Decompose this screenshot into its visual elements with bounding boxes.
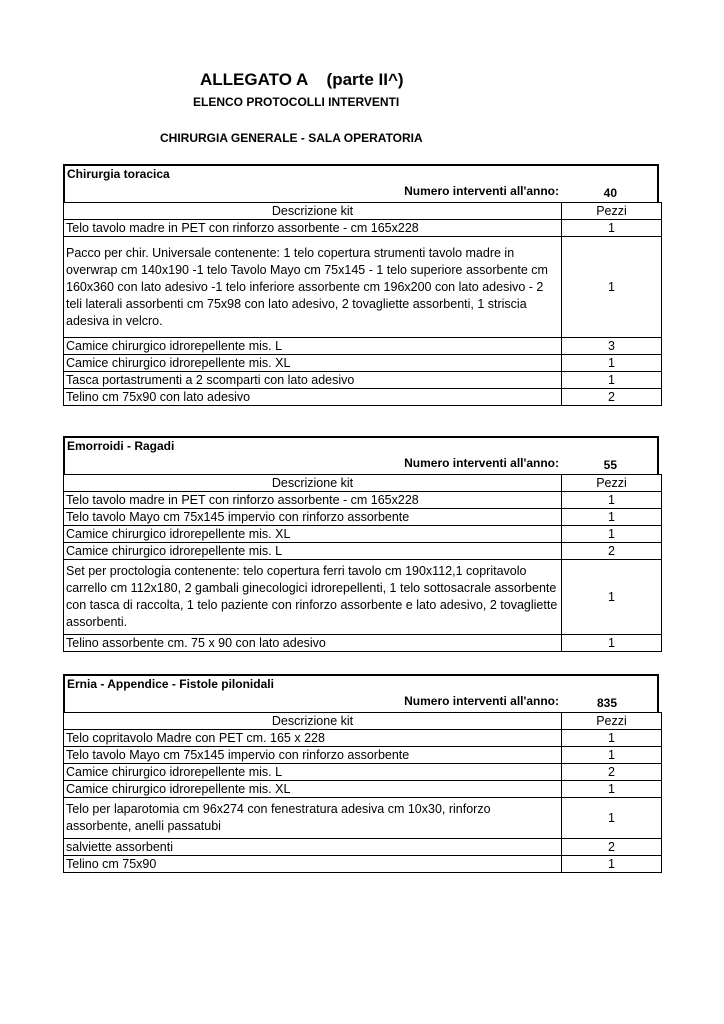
column-header-description: Descrizione kit [64, 203, 562, 220]
table-row [64, 635, 662, 652]
item-description: Telino assorbente cm. 75 x 90 con lato adesivo [64, 635, 562, 652]
item-quantity: 1 [562, 747, 662, 764]
table-row [64, 220, 662, 237]
document-subtitle: ELENCO PROTOCOLLI INTERVENTI [193, 95, 400, 109]
kit-block-ernia-appendice [63, 674, 659, 873]
item-quantity: 1 [562, 781, 662, 798]
table-header-row [64, 713, 662, 730]
item-description: Telo tavolo Mayo cm 75x145 impervio con rinforzo assorbente [64, 509, 562, 526]
item-quantity: 1 [562, 560, 662, 635]
table-header-row [64, 475, 662, 492]
column-header-pieces: Pezzi [562, 713, 662, 730]
item-description: Pacco per chir. Universale contenente: 1 telo copertura strumenti tavolo madre in overwrap cm 140x190 -1 telo Tavolo Mayo cm 75x145 - 1 telo superiore assorbente cm 160x360 con lato adesivo -1 telo inferiore assorbente cm 196x200 con lato adesivo - 2 teli laterali assorbenti cm 75x98 con lato adesivo, 2 tovagliette assorbenti, 1 striscia adesiva in velcro. [64, 237, 562, 338]
table-row [64, 839, 662, 856]
table-header-row [64, 203, 662, 220]
table-row [64, 747, 662, 764]
kit-block-chirurgia-toracica [63, 164, 659, 406]
item-description: Camice chirurgico idrorepellente mis. XL [64, 781, 562, 798]
kit-table [63, 474, 662, 652]
kit-block-emorroidi-ragadi [63, 436, 659, 652]
item-quantity: 1 [562, 798, 662, 839]
count-label: Numero interventi all'anno: [404, 694, 559, 708]
item-quantity: 1 [562, 635, 662, 652]
table-row [64, 355, 662, 372]
item-quantity: 2 [562, 543, 662, 560]
item-description: Camice chirurgico idrorepellente mis. L [64, 338, 562, 355]
item-quantity: 1 [562, 237, 662, 338]
kit-name: Emorroidi - Ragadi [67, 439, 175, 453]
item-quantity: 1 [562, 856, 662, 873]
item-quantity: 1 [562, 730, 662, 747]
column-header-description: Descrizione kit [64, 713, 562, 730]
count-label: Numero interventi all'anno: [404, 184, 559, 198]
item-quantity: 1 [562, 526, 662, 543]
item-description: Camice chirurgico idrorepellente mis. L [64, 543, 562, 560]
table-row [64, 730, 662, 747]
table-row [64, 856, 662, 873]
item-quantity: 3 [562, 338, 662, 355]
kit-block-header [63, 164, 659, 202]
kit-block-header [63, 436, 659, 474]
table-row [64, 492, 662, 509]
kit-name: Ernia - Appendice - Fistole pilonidali [67, 677, 274, 691]
count-value: 835 [596, 696, 617, 710]
item-description: Tasca portastrumenti a 2 scomparti con lato adesivo [64, 372, 562, 389]
item-quantity: 1 [562, 509, 662, 526]
item-description: Telo tavolo madre in PET con rinforzo assorbente - cm 165x228 [64, 492, 562, 509]
table-row [64, 543, 662, 560]
count-value: 55 [603, 458, 617, 472]
item-description: Camice chirurgico idrorepellente mis. XL [64, 355, 562, 372]
item-description: Set per proctologia contenente: telo copertura ferri tavolo cm 190x112,1 copritavolo carrello cm 112x180, 2 gambali ginecologici idrorepellenti, 1 telo sottosacrale assorbente con tasca di raccolta, 1 telo paziente con rinforzo assorbente e lato adesivo, 2 tovagliette assorbenti. [64, 560, 562, 635]
table-row [64, 509, 662, 526]
item-quantity: 2 [562, 839, 662, 856]
column-header-description: Descrizione kit [64, 475, 562, 492]
kit-table [63, 712, 662, 873]
item-description: Telo copritavolo Madre con PET cm. 165 x 228 [64, 730, 562, 747]
kit-block-header [63, 674, 659, 712]
table-row [64, 798, 662, 839]
item-description: Telino cm 75x90 con lato adesivo [64, 389, 562, 406]
column-header-pieces: Pezzi [562, 475, 662, 492]
table-row [64, 526, 662, 543]
item-description: salviette assorbenti [64, 839, 562, 856]
item-description: Camice chirurgico idrorepellente mis. L [64, 764, 562, 781]
table-row [64, 237, 662, 338]
item-description: Telo per laparotomia cm 96x274 con fenestratura adesiva cm 10x30, rinforzo assorbente, anelli passatubi [64, 798, 562, 839]
table-row [64, 560, 662, 635]
document-title: ALLEGATO A (parte II^) [200, 70, 404, 89]
item-description: Camice chirurgico idrorepellente mis. XL [64, 526, 562, 543]
count-label: Numero interventi all'anno: [404, 456, 559, 470]
column-header-pieces: Pezzi [562, 203, 662, 220]
item-quantity: 1 [562, 355, 662, 372]
kit-name: Chirurgia toracica [67, 167, 170, 181]
section-title: CHIRURGIA GENERALE - SALA OPERATORIA [160, 131, 423, 145]
item-quantity: 1 [562, 220, 662, 237]
item-description: Telo tavolo Mayo cm 75x145 impervio con rinforzo assorbente [64, 747, 562, 764]
kit-table [63, 202, 662, 406]
count-value: 40 [603, 186, 617, 200]
table-row [64, 389, 662, 406]
item-description: Telino cm 75x90 [64, 856, 562, 873]
item-quantity: 1 [562, 492, 662, 509]
item-quantity: 1 [562, 372, 662, 389]
table-row [64, 338, 662, 355]
table-row [64, 372, 662, 389]
table-row [64, 781, 662, 798]
table-row [64, 764, 662, 781]
item-description: Telo tavolo madre in PET con rinforzo assorbente - cm 165x228 [64, 220, 562, 237]
item-quantity: 2 [562, 764, 662, 781]
item-quantity: 2 [562, 389, 662, 406]
